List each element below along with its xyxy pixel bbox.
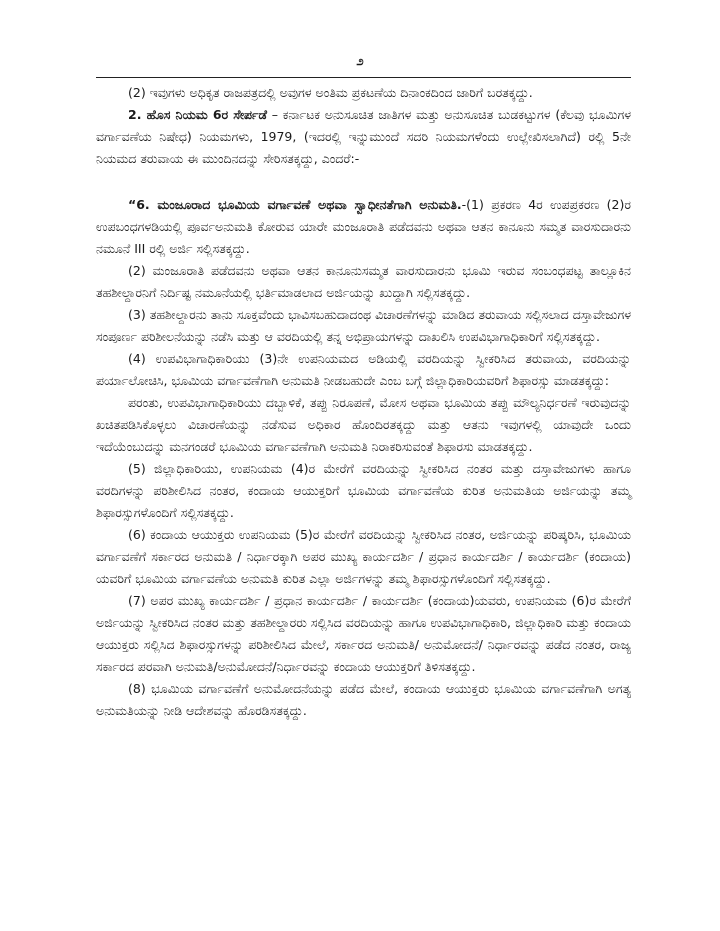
paragraph-effective-date: (2) ಇವುಗಳು ಅಧಿಕೃತ ರಾಜಪತ್ರದಲ್ಲಿ ಅವುಗಳ ಅಂತಿಮ ಪ್ರಕಟಣೆಯ ದಿನಾಂಕದಿಂದ ಜಾರಿಗೆ ಬರತಕ್ಕದ್ದು. [128, 85, 533, 100]
paragraph-subrule-4: (4) ಉಪವಿಭಾಗಾಧಿಕಾರಿಯು (3)ನೇ ಉಪನಿಯಮದ ಅಡಿಯಲ್ಲಿ ವರದಿಯನ್ನು ಸ್ವೀಕರಿಸಿದ ತರುವಾಯ, ವರದಿಯನ್ನು ಪರ್ಯಾಲೋಚಿಸಿ, ಭೂಮಿಯ ವರ್ಗಾವಣೆಗಾಗಿ ಅನುಮತಿ ನೀಡಬಹುದೇ ಎಂಬ ಬಗ್ಗೆ ಜಿಲ್ಲಾಧಿಕಾರಿಯವರಿಗೆ ಶಿಫಾರಸ್ಸು ಮಾಡತಕ್ಕದ್ದು: [96, 351, 631, 388]
document-body [96, 82, 631, 722]
paragraph-subrule-6: (6) ಕಂದಾಯ ಆಯುಕ್ತರು ಉಪನಿಯಮ (5)ರ ಮೇರೆಗೆ ವರದಿಯನ್ನು ಸ್ವೀಕರಿಸಿದ ನಂತರ, ಅರ್ಜಿಯನ್ನು ಪರಿಷ್ಕರಿಸಿ, ಭೂಮಿಯ ವರ್ಗಾವಣೆಗೆ ಸರ್ಕಾರದ ಅನುಮತಿ / ನಿರ್ಧಾರಕ್ಕಾಗಿ ಅಪರ ಮುಖ್ಯ ಕಾರ್ಯದರ್ಶಿ / ಪ್ರಧಾನ ಕಾರ್ಯದರ್ಶಿ / ಕಾರ್ಯದರ್ಶಿ (ಕಂದಾಯ) ಯವರಿಗೆ ಭೂಮಿಯ ವರ್ಗಾವಣೆಯ ಅನುಮತಿ ಕುರಿತ ಎಲ್ಲಾ ಅರ್ಜಿಗಳನ್ನು ತಮ್ಮ ಶಿಫಾರಸ್ಸುಗಳೊಂದಿಗೆ ಸಲ್ಲಿಸತಕ್ಕದ್ದು. [96, 527, 631, 586]
paragraph-new-rule-insertion [96, 104, 631, 170]
paragraph-subrule-7: (7) ಅಪರ ಮುಖ್ಯ ಕಾರ್ಯದರ್ಶಿ / ಪ್ರಧಾನ ಕಾರ್ಯದರ್ಶಿ / ಕಾರ್ಯದರ್ಶಿ (ಕಂದಾಯ)ಯವರು, ಉಪನಿಯಮ (6)ರ ಮೇರೆಗೆ ಅರ್ಜಿಯನ್ನು ಸ್ವೀಕರಿಸಿದ ನಂತರ ಮತ್ತು ತಹಶೀಲ್ದಾರರು ಸಲ್ಲಿಸಿದ ವರದಿಯನ್ನು ಹಾಗೂ ಉಪವಿಭಾಗಾಧಿಕಾರಿ, ಜಿಲ್ಲಾಧಿಕಾರಿ ಮತ್ತು ಕಂದಾಯ ಆಯುಕ್ತರು ಸಲ್ಲಿಸಿದ ಶಿಫಾರಸ್ಸುಗಳನ್ನು ಪರಿಶೀಲಿಸಿದ ಮೇಲೆ, ಸರ್ಕಾರದ ಅನುಮತಿ/ ಅನುಮೋದನೆ/ ನಿರ್ಧಾರವನ್ನು ಪಡೆದ ನಂತರ, ರಾಜ್ಯ ಸರ್ಕಾರದ ಪರವಾಗಿ ಅನುಮತಿ/ಅನುಮೋದನೆ/ನಿರ್ಧಾರವನ್ನು ಕಂದಾಯ ಆಯುಕ್ತರಿಗೆ ತಿಳಿಸತಕ್ಕದ್ದು. [96, 593, 631, 674]
paragraph-proviso: ಪರಂತು, ಉಪವಿಭಾಗಾಧಿಕಾರಿಯು ದಬ್ಬಾಳಿಕೆ, ತಪ್ಪು ನಿರೂಪಣೆ, ಮೋಸ ಅಥವಾ ಭೂಮಿಯ ತಪ್ಪು ಮೌಲ್ಯನಿರ್ಧರಣೆ ಇರುವುದನ್ನು ಖಚಿತಪಡಿಸಿಕೊಳ್ಳಲು ವಿಚಾರಣೆಯನ್ನು ನಡೆಸುವ ಅಧಿಕಾರ ಹೊಂದಿರತಕ್ಕದ್ದು ಮತ್ತು ಆತನು ಇವುಗಳಲ್ಲಿ ಯಾವುದೇ ಒಂದು ಇದೆಯೆಂಬುದನ್ನು ಮನಗಂಡರೆ ಭೂಮಿಯ ವರ್ಗಾವಣೆಗಾಗಿ ಅನುಮತಿ ನಿರಾಕರಿಸುವಂತೆ ಶಿಫಾರಸು ಮಾಡತಕ್ಕದ್ದು. [96, 395, 631, 454]
paragraph-rule-6 [96, 194, 631, 260]
paragraph-subrule-8: (8) ಭೂಮಿಯ ವರ್ಗಾವಣೆಗೆ ಅನುಮೋದನೆಯನ್ನು ಪಡೆದ ಮೇಲೆ, ಕಂದಾಯ ಆಯುಕ್ತರು ಭೂಮಿಯ ವರ್ಗಾವಣೆಗಾಗಿ ಅಗತ್ಯ ಅನುಮತಿಯನ್ನು ನೀಡಿ ಆದೇಶವನ್ನು ಹೊರಡಿಸತಕ್ಕದ್ದು. [96, 681, 631, 718]
rule-heading: “6. ಮಂಜೂರಾದ ಭೂಮಿಯ ವರ್ಗಾವಣೆ ಅಥವಾ ಸ್ವಾಧೀನತೆಗಾಗಿ ಅನುಮತಿ. [128, 197, 462, 212]
paragraph-text: – ಕರ್ನಾಟಕ ಅನುಸೂಚಿತ ಜಾತಿಗಳ ಮತ್ತು ಅನುಸೂಚಿತ ಬುಡಕಟ್ಟುಗಳ (ಕೆಲವು ಭೂಮಿಗಳ ವರ್ಗಾವಣೆಯ ನಿಷೇಧ) ನಿಯಮಗಳು, 1979, (ಇದರಲ್ಲಿ ಇನ್ನುಮುಂದೆ ಸದರಿ ನಿಯಮಗಳೆಂದು ಉಲ್ಲೇಖಿಸಲಾಗಿದೆ) ರಲ್ಲಿ 5ನೇ ನಿಯಮದ ತರುವಾಯ ಈ ಮುಂದಿನದನ್ನು ಸೇರಿಸತಕ್ಕದ್ದು, ಎಂದರೆ:- [96, 107, 631, 166]
paragraph-text: -(1) ಪ್ರಕರಣ 4ರ ಉಪಪ್ರಕರಣ (2)ರ ಉಪಬಂಧಗಳಡಿಯಲ್ಲಿ ಪೂರ್ವಅನುಮತಿ ಕೋರುವ ಯಾರೇ ಮಂಜೂರಾತಿ ಪಡೆದವನು ಅಥವಾ ಆತನ ಕಾನೂನು ಸಮ್ಮತ ವಾರಸುದಾರನು ನಮೂನೆ III ರಲ್ಲಿ ಅರ್ಜಿ ಸಲ್ಲಿಸತಕ್ಕದ್ದು. [96, 197, 631, 256]
section-heading: 2. ಹೊಸ ನಿಯಮ 6ರ ಸೇರ್ಪಡೆ [128, 107, 267, 122]
paragraph-subrule-2: (2) ಮಂಜೂರಾತಿ ಪಡೆದವನು ಅಥವಾ ಆತನ ಕಾನೂನುಸಮ್ಮತ ವಾರಸುದಾರನು ಭೂಮಿ ಇರುವ ಸಂಬಂಧಪಟ್ಟ ತಾಲ್ಲೂಕಿನ ತಹಶೀಲ್ದಾರನಿಗೆ ನಿರ್ದಿಷ್ಟ ನಮೂನೆಯಲ್ಲಿ ಭರ್ತಿಮಾಡಲಾದ ಅರ್ಜಿಯನ್ನು ಖುದ್ದಾಗಿ ಸಲ್ಲಿಸತಕ್ಕದ್ದು. [96, 263, 631, 300]
paragraph-subrule-5: (5) ಜಿಲ್ಲಾಧಿಕಾರಿಯು, ಉಪನಿಯಮ (4)ರ ಮೇರೆಗೆ ವರದಿಯನ್ನು ಸ್ವೀಕರಿಸಿದ ನಂತರ ಮತ್ತು ದಸ್ತಾವೇಜುಗಳು ಹಾಗೂ ವರದಿಗಳನ್ನು ಪರಿಶೀಲಿಸಿದ ನಂತರ, ಕಂದಾಯ ಆಯುಕ್ತರಿಗೆ ಭೂಮಿಯ ವರ್ಗಾವಣೆಯ ಕುರಿತ ಅನುಮತಿಯ ಅರ್ಜಿಯನ್ನು ತಮ್ಮ ಶಿಫಾರಸ್ಸುಗಳೊಂದಿಗೆ ಸಲ್ಲಿಸತಕ್ಕದ್ದು. [96, 461, 631, 520]
page-number: ೨ [356, 54, 364, 69]
paragraph-subrule-3: (3) ತಹಶೀಲ್ದಾರನು ತಾನು ಸೂಕ್ತವೆಂದು ಭಾವಿಸಬಹುದಾದಂಥ ವಿಚಾರಣೆಗಳನ್ನು ಮಾಡಿದ ತರುವಾಯ ಸಲ್ಲಿಸಲಾದ ದಸ್ತಾವೇಜುಗಳ ಸಂಪೂರ್ಣ ಪರಿಶೀಲನೆಯನ್ನು ನಡೆಸಿ ಮತ್ತು ಆ ವರದಿಯಲ್ಲಿ ತನ್ನ ಅಭಿಪ್ರಾಯಗಳನ್ನು ದಾಖಲಿಸಿ ಉಪವಿಭಾಗಾಧಿಕಾರಿಗೆ ಸಲ್ಲಿಸತಕ್ಕದ್ದು. [96, 307, 631, 344]
header-rule [96, 77, 631, 78]
